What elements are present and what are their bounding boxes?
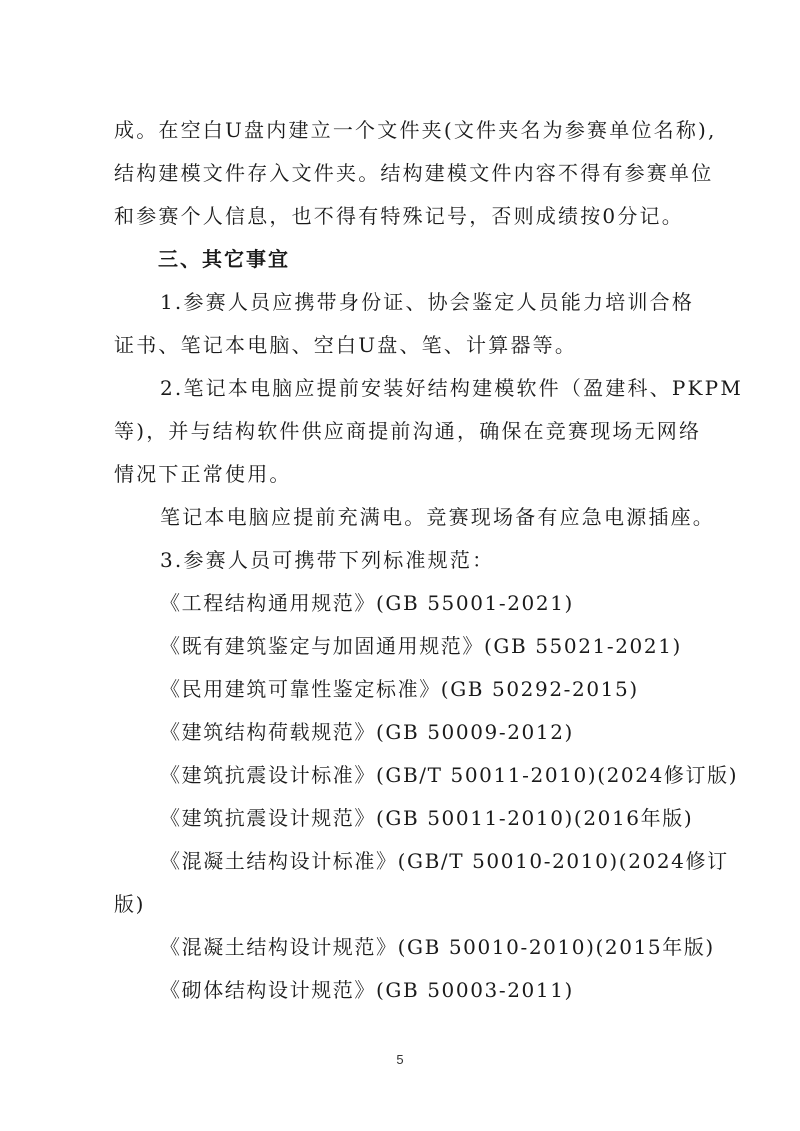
- standard-item: 《建筑抗震设计规范》(GB 50011-2010)(2016年版): [160, 806, 694, 830]
- standard-item: 《民用建筑可靠性鉴定标准》(GB 50292-2015): [160, 677, 639, 701]
- list-item-2-line: 2.笔记本电脑应提前安装好结构建模软件（盈建科、PKPM: [160, 376, 744, 400]
- standard-item: 《建筑抗震设计标准》(GB/T 50011-2010)(2024修订版): [160, 763, 739, 787]
- paragraph-line: 和参赛个人信息，也不得有特殊记号，否则成绩按0分记。: [114, 204, 684, 228]
- list-item-1-line: 1.参赛人员应携带身份证、协会鉴定人员能力培训合格: [160, 290, 695, 314]
- standard-item: 《混凝土结构设计标准》(GB/T 50010-2010)(2024修订: [160, 849, 729, 873]
- standard-item: 《建筑结构荷载规范》(GB 50009-2012): [160, 720, 574, 744]
- standard-item: 《既有建筑鉴定与加固通用规范》(GB 55021-2021): [160, 634, 682, 658]
- paragraph-line: 结构建模文件存入文件夹。结构建模文件内容不得有参赛单位: [114, 161, 714, 185]
- list-item-2-line: 情况下正常使用。: [114, 462, 292, 486]
- paragraph-line: 成。在空白U盘内建立一个文件夹(文件夹名为参赛单位名称),: [114, 118, 717, 142]
- list-item-3-line: 3.参赛人员可携带下列标准规范：: [160, 548, 495, 572]
- standard-item-continuation: 版): [114, 892, 146, 916]
- list-item-2-note: 笔记本电脑应提前充满电。竞赛现场备有应急电源插座。: [160, 505, 715, 529]
- standard-item: 《砌体结构设计规范》(GB 50003-2011): [160, 978, 574, 1002]
- standard-item: 《混凝土结构设计规范》(GB 50010-2010)(2015年版): [160, 935, 715, 959]
- section-heading: 三、其它事宜: [158, 247, 290, 271]
- standard-item: 《工程结构通用规范》(GB 55001-2021): [160, 591, 574, 615]
- page-number: 5: [396, 1052, 404, 1067]
- list-item-1-line: 证书、笔记本电脑、空白U盘、笔、计算器等。: [114, 333, 578, 357]
- list-item-2-line: 等)，并与结构软件供应商提前沟通，确保在竞赛现场无网络: [114, 419, 702, 443]
